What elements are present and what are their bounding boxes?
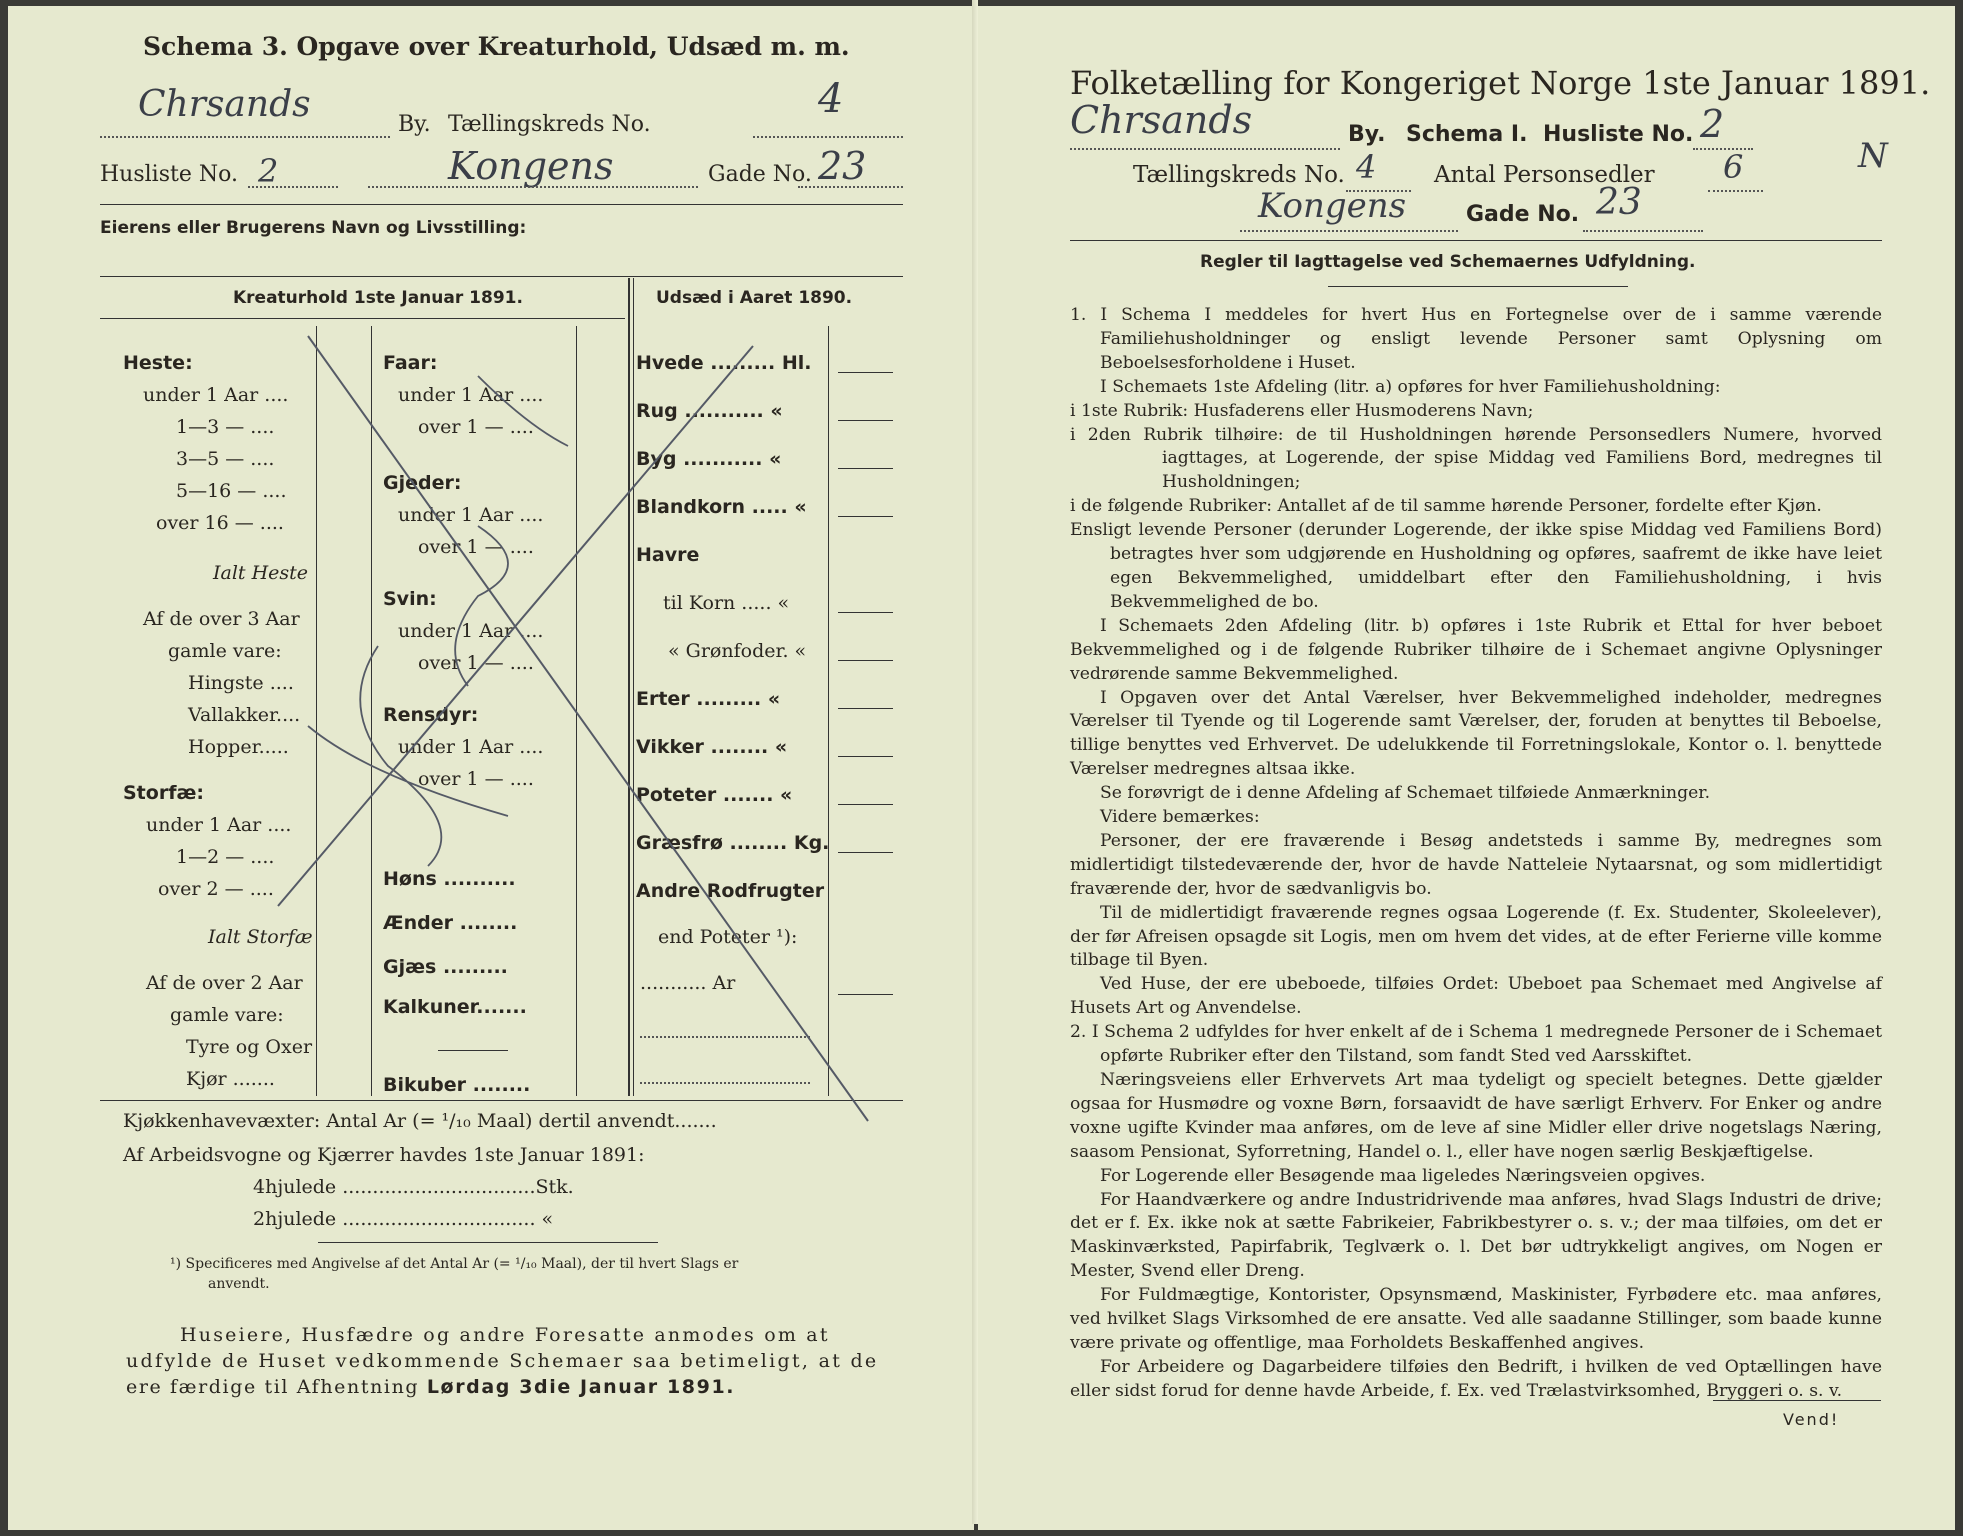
left-page-schema-3: [8, 6, 974, 1530]
antal-value: 6: [1723, 148, 1744, 186]
margin-mark: N: [1858, 136, 1888, 176]
census-title: Folketælling for Kongeriget Norge 1ste Januar 1891.: [1070, 64, 1931, 102]
kreaturhold-header: Kreaturhold 1ste Januar 1891.: [233, 288, 523, 308]
by-label: By.: [398, 112, 431, 137]
husliste-value: 2: [258, 152, 279, 190]
rule-paragraph: I Schemaets 2den Afdeling (litr. b) opføres i 1ste Rubrik et Ettal for hver beboet Bekvemmelighed og i de følgende Rubriker tilhøire de i Schemaet angivne Oplysninger vedrørende samme Bekvemmelighed.: [1070, 615, 1882, 684]
ialt-heste: Ialt Heste: [213, 562, 309, 584]
closing-line: udfylde de Huset vedkommende Schemaer saa betimeligt, at de: [126, 1350, 879, 1372]
schema-label: Schema I.: [1406, 122, 1528, 147]
gjeder-row: over 1 — ....: [418, 536, 534, 558]
svin-row: under 1 Aar ....: [398, 620, 544, 642]
by-label: By.: [1348, 122, 1386, 147]
gade-name: Kongens: [1258, 186, 1407, 226]
rule-paragraph: I Schemaets 1ste Afdeling (litr. a) opføres for hver Familiehusholdning:: [1100, 376, 1721, 397]
by-value: Chrsands: [138, 84, 311, 125]
heste-row: 1—3 — ....: [176, 416, 275, 438]
heste-label: Heste:: [123, 352, 193, 374]
bikuber-label: Bikuber ........: [383, 1074, 531, 1096]
ar-row: ........... Ar: [640, 972, 736, 994]
kalkuner-label: Kalkuner.......: [383, 996, 527, 1018]
gade-name: Kongens: [448, 144, 614, 188]
gade-label: Gade No.: [1466, 202, 1580, 227]
kjokkenhave: Kjøkkenhavevæxter: Antal Ar (= ¹/₁₀ Maal) dertil anvendt.......: [123, 1110, 717, 1132]
kreds-value: 4: [1356, 148, 1377, 186]
kreds-label: Tællingskreds No.: [448, 112, 651, 137]
rule-paragraph: 1. I Schema I meddeles for hvert Hus en Fortegnelse over de i samme værende Familiehusholdninger og ensligt levende Personer samt Oplysning om Beboelsesforholdene i Huset.: [1070, 305, 1882, 373]
ialt-storfae: Ialt Storfæ: [208, 926, 313, 948]
hons-label: Høns ..........: [383, 868, 516, 890]
short-rule: [1328, 286, 1628, 287]
handwritten-strokes: [8, 6, 974, 1530]
vikker-label: Vikker ........ «: [636, 736, 788, 758]
husliste-label: Husliste No.: [100, 162, 238, 187]
husliste-label: Husliste No.: [1543, 122, 1694, 147]
closing-line: Huseiere, Husfædre og andre Foresatte anmodes om at: [180, 1324, 830, 1346]
rule-paragraph: Næringsveiens eller Erhvervets Art maa tydeligt og specielt betegnes. Dette gjælder ogsaa for Husmødre og voxne Børn, forsaavidt de have særligt Erhverv. For Enker og andre voxne ugifte Kvinder maa anføres, om de leve af sine Midler eller drive nogetslags Næring, saasom Pensionat, Syforretning, Handel o. l., eller have nogen særlig Beskjæftigelse.: [1070, 1070, 1882, 1162]
eier-label: Eierens eller Brugerens Navn og Livsstilling:: [100, 218, 527, 238]
gade-value: 23: [1596, 182, 1642, 223]
af-de-over-2: Af de over 2 Aar: [146, 972, 303, 994]
rule-paragraph: Videre bemærkes:: [1100, 807, 1260, 828]
rule-paragraph: Personer, der ere fraværende i Besøg andetsteds i samme By, medregnes som midlertidigt tilstedeværende der, hvor de havde Natteleie Nytaarsnat, og som midlertidigt fraværende der, hvor de sædvanligvis bo.: [1070, 830, 1882, 899]
regler-header: Regler til Iagttagelse ved Schemaernes Udfyldning.: [1200, 252, 1696, 272]
hingste: Hingste ....: [188, 672, 294, 694]
rule-paragraph: For Haandværkere og andre Industridrivende maa anføres, hvad Slags Industri de drive; det er f. Ex. ikke nok at sætte Fabrikeier, Fabrikbestyrer o. s. v.; der maa tilføies, om det er Maskinværksted, Papirfabrik, Teglværk o. l. Det bør udtrykkeligt angives, om Nogen er Mester, Svend eller Dreng.: [1070, 1189, 1882, 1282]
regler-text: [1070, 304, 1882, 1404]
kreds-value: 4: [818, 76, 844, 122]
heste-row: 3—5 — ....: [176, 448, 275, 470]
storfae-row: 1—2 — ....: [176, 846, 275, 868]
blandkorn-label: Blandkorn ..... «: [636, 496, 807, 518]
gamle-vare: gamle vare:: [170, 1004, 284, 1026]
rule-paragraph: Se forøvrigt de i denne Afdeling af Schemaet tilføiede Anmærkninger.: [1100, 783, 1711, 804]
rensdyr-row: under 1 Aar ....: [398, 736, 544, 758]
gjeder-row: under 1 Aar ....: [398, 504, 544, 526]
heste-row: over 16 — ....: [156, 512, 284, 534]
antal-label: Antal Personsedler: [1434, 162, 1655, 188]
gamle-vare: gamle vare:: [168, 640, 282, 662]
aender-label: Ænder ........: [383, 912, 518, 934]
faar-label: Faar:: [383, 352, 438, 374]
rensdyr-row: over 1 — ....: [418, 768, 534, 790]
erter-label: Erter ......... «: [636, 688, 781, 710]
rule-paragraph: i de følgende Rubriker: Antallet af de til samme hørende Personer, fordelte efter Kjøn.: [1070, 496, 1822, 517]
udsaed-header: Udsæd i Aaret 1890.: [656, 288, 853, 308]
rule-paragraph: Ved Huse, der ere ubeboede, tilføies Ordet: Ubeboet paa Schemaet med Angivelse af Husets Art og Anvendelse.: [1070, 974, 1882, 1019]
rule-paragraph: i 2den Rubrik tilhøire: de til Husholdningen hørende Personsedlers Numere, hvorved iagttages, at Logerende, der spise Middag ved Familiens Bord, medregnes til Husholdningen;: [1070, 424, 1882, 493]
rule-paragraph: Ensligt levende Personer (derunder Logerende, der ikke spise Middag ved Familiens Bord) betragtes hver som udgjørende en Husholdning og opføres, saafremt de ikke have leiet egen Bekvemmelighed, umiddelbart efter den Familiehusholdning, i hvis Bekvemmelighed de bo.: [1070, 520, 1882, 612]
by-value: Chrsands: [1070, 98, 1253, 142]
closing-date: Lørdag 3die Januar 1891.: [426, 1376, 736, 1398]
arbeidsvogne: Af Arbeidsvogne og Kjærrer havdes 1ste Januar 1891:: [123, 1144, 645, 1166]
heste-row: 5—16 — ....: [176, 480, 287, 502]
heste-row: under 1 Aar ....: [143, 384, 289, 406]
end-poteter: end Poteter ¹):: [658, 926, 798, 948]
rensdyr-label: Rensdyr:: [383, 704, 479, 726]
rule-paragraph: For Fuldmægtige, Kontorister, Opsynsmænd, Maskinister, Fyrbødere etc. maa anføres, ved hvilket Slags Virksomhed de ere ansatte. Ved alle saadanne Stillinger, som baade kunne være private og offentlige, maa Forholdets Beskaffenhed angives.: [1070, 1285, 1882, 1353]
short-rule: [1713, 1400, 1881, 1401]
hopper: Hopper.....: [188, 736, 289, 758]
rule: [318, 1242, 658, 1243]
byg-label: Byg ........... «: [636, 448, 782, 470]
rule-paragraph: For Logerende eller Besøgende maa ligeledes Næringsveien opgives.: [1100, 1165, 1706, 1186]
graesfro-label: Græsfrø ........ Kg.: [636, 832, 830, 854]
dotted-line: [1070, 148, 1340, 150]
dotted-line: [1708, 190, 1763, 192]
storfae-row: under 1 Aar ....: [146, 814, 292, 836]
husliste-value: 2: [1700, 102, 1725, 146]
af-de-over-3: Af de over 3 Aar: [143, 608, 300, 630]
havre-label: Havre: [636, 544, 700, 566]
svin-row: over 1 — ....: [418, 652, 534, 674]
footnote: ¹) Specificeres med Angivelse af det Antal Ar (= ¹/₁₀ Maal), der til hvert Slags er: [170, 1256, 739, 1272]
footnote: anvendt.: [208, 1276, 270, 1292]
kreds-label: Tællingskreds No.: [1133, 162, 1345, 188]
vallakker: Vallakker....: [188, 704, 301, 726]
svin-label: Svin:: [383, 588, 437, 610]
rule-paragraph: 2. I Schema 2 udfyldes for hver enkelt af de i Schema 1 medregnede Personer de i Schemaet opførte Rubriker efter den Tilstand, som fandt Sted ved Aarsskiftet.: [1070, 1022, 1882, 1067]
rug-label: Rug ........... «: [636, 400, 783, 422]
tyre-og-oxer: Tyre og Oxer: [186, 1036, 313, 1058]
vend-label: Vend!: [1783, 1410, 1840, 1429]
closing-line: ere færdige til Afhentning: [126, 1376, 427, 1398]
poteter-label: Poteter ....... «: [636, 784, 793, 806]
storfae-row: over 2 — ....: [158, 878, 274, 900]
rule-paragraph: Til de midlertidigt fraværende regnes ogsaa Logerende (f. Ex. Studenter, Skoleelever), der før Afreisen opsagde sit Logis, men om hvem det vides, at de efter Ferierne ville komme tilbage til Byen.: [1070, 902, 1882, 971]
rule-paragraph: i 1ste Rubrik: Husfaderens eller Husmoderens Navn;: [1070, 400, 1534, 421]
dotted-line: [1240, 230, 1458, 232]
rule-paragraph: For Arbeidere og Dagarbeidere tilføies den Bedrift, i hvilken de ved Optællingen have eller sidst forud for denne havde Arbeide, f. Ex. ved Trælastvirksomhed, Bryggeri o. s. v.: [1070, 1356, 1882, 1401]
gjeder-label: Gjeder:: [383, 472, 462, 494]
storfae-label: Storfæ:: [123, 782, 204, 804]
faar-row: under 1 Aar ....: [398, 384, 544, 406]
hjulede-4: 4hjulede ................................Stk.: [253, 1176, 574, 1198]
gjaes-label: Gjæs .........: [383, 956, 508, 978]
right-page-schema-1: [978, 6, 1955, 1530]
dotted-line: [1583, 230, 1703, 232]
schema3-title: Schema 3. Opgave over Kreaturhold, Udsæd m. m.: [143, 32, 850, 61]
gade-value: 23: [818, 144, 867, 188]
hvede-label: Hvede ......... Hl.: [636, 352, 812, 374]
til-korn: til Korn ..... «: [663, 592, 790, 614]
gade-label: Gade No.: [708, 162, 812, 187]
faar-row: over 1 — ....: [418, 416, 534, 438]
kjor: Kjør .......: [186, 1068, 275, 1090]
andre-rodfrugter: Andre Rodfrugter: [636, 880, 825, 902]
rule: [1070, 240, 1882, 241]
rule-paragraph: I Opgaven over det Antal Værelser, hver Bekvemmelighed indeholder, medregnes Værelser til Tyende og til Logerende samt Værelser, der, foruden at benyttes til Beboelse, tillige benyttes ved Erhvervet. De udelukkende til Forretningslokale, Kontor o. l. benyttede Værelser medregnes altsaa ikke.: [1070, 687, 1882, 780]
hjulede-2: 2hjulede ................................ «: [253, 1208, 554, 1230]
gronfoder: « Grønfoder. «: [668, 640, 807, 662]
